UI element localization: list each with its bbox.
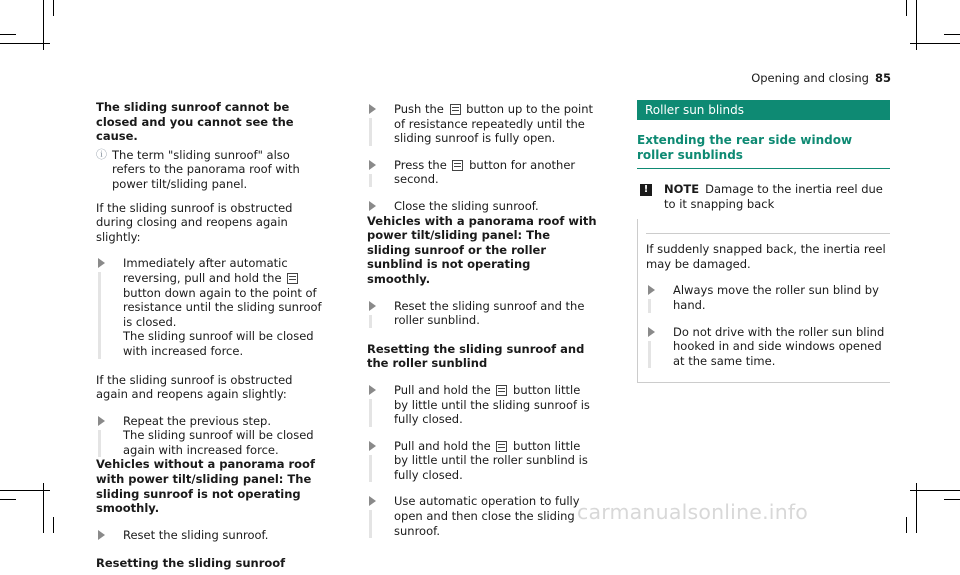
step-text: button down again to the point of resistance until the sliding sunroof is closed. bbox=[123, 285, 322, 329]
step-text: button up to the point of resistance repeatedly until the sliding sunroof is fully open. bbox=[394, 102, 594, 146]
page-header bbox=[751, 71, 891, 86]
crop-mark bbox=[910, 43, 960, 44]
step bbox=[367, 199, 597, 214]
problem-heading: Vehicles with a panorama roof with power tilt/sliding panel: The sliding sunroof or the roller sunblind is not operating smoothly. bbox=[367, 213, 597, 286]
sunroof-button-icon bbox=[450, 104, 461, 115]
crop-mark bbox=[0, 490, 50, 491]
note-box bbox=[637, 219, 890, 383]
step-text: Press the bbox=[394, 157, 447, 172]
step bbox=[646, 283, 890, 312]
info-note bbox=[96, 148, 326, 192]
arrow-icon bbox=[369, 439, 375, 483]
step-text: Reset the sliding sunroof and the roller sunblind. bbox=[394, 298, 585, 328]
note-header bbox=[637, 182, 890, 211]
step bbox=[96, 414, 326, 458]
step-text: Repeat the previous step. bbox=[123, 413, 272, 428]
column-3 bbox=[637, 100, 890, 383]
step bbox=[96, 256, 326, 358]
step-text: Use automatic operation to fully open and then close the sliding sunroof. bbox=[394, 494, 580, 538]
watermark: carmanualsonline.info bbox=[577, 500, 809, 524]
step-result: The sliding sunroof will be closed again with increased force. bbox=[123, 428, 314, 457]
step bbox=[367, 102, 597, 146]
subsection-heading: Extending the rear side window roller sunblinds bbox=[637, 133, 890, 169]
note-text: Damage to the inertia reel due to it snapping back bbox=[664, 182, 883, 211]
arrow-icon bbox=[369, 158, 375, 187]
problem-heading: The sliding sunroof cannot be closed and you cannot see the cause. bbox=[96, 100, 294, 144]
paragraph: If the sliding sunroof is obstructed again and reopens again slightly: bbox=[96, 372, 293, 402]
sunroof-button-icon bbox=[496, 441, 507, 452]
arrow-icon bbox=[369, 494, 375, 538]
crop-mark bbox=[910, 490, 960, 491]
note-paragraph: If suddenly snapped back, the inertia reel may be damaged. bbox=[646, 233, 890, 271]
arrow-icon bbox=[369, 199, 375, 214]
section-name: Opening and closing bbox=[751, 71, 869, 85]
crop-mark bbox=[944, 499, 960, 500]
step-text: Do not drive with the roller sun blind hooked in and side windows opened at the same time. bbox=[673, 324, 885, 368]
arrow-icon bbox=[648, 325, 654, 369]
step-text: Reset the sliding sunroof. bbox=[123, 527, 269, 542]
crop-mark bbox=[906, 0, 907, 16]
page-number: 85 bbox=[874, 71, 891, 85]
step bbox=[367, 299, 597, 328]
step-text: Push the bbox=[394, 102, 444, 116]
arrow-icon bbox=[98, 414, 104, 458]
step-text: button little by little until the sliding sunroof is fully closed. bbox=[394, 382, 590, 427]
sunroof-button-icon bbox=[287, 273, 298, 284]
arrow-icon bbox=[369, 383, 375, 427]
info-icon: ⓘ bbox=[96, 147, 107, 161]
arrow-icon bbox=[369, 102, 375, 146]
arrow-icon bbox=[98, 528, 104, 543]
crop-mark bbox=[906, 517, 907, 533]
section-title: Roller sun blinds bbox=[637, 100, 890, 120]
arrow-icon bbox=[648, 283, 654, 312]
step-text: Close the sliding sunroof. bbox=[394, 198, 539, 213]
column-2 bbox=[367, 100, 597, 538]
crop-mark bbox=[0, 43, 50, 44]
arrow-icon bbox=[369, 299, 375, 328]
step bbox=[367, 439, 597, 483]
crop-mark bbox=[0, 499, 16, 500]
step bbox=[367, 383, 597, 427]
arrow-icon bbox=[98, 256, 104, 358]
crop-mark bbox=[53, 0, 54, 16]
crop-mark bbox=[0, 34, 16, 35]
step-text: button for another second. bbox=[394, 157, 576, 187]
step-text: button little by little until the roller sunblind is fully closed. bbox=[394, 438, 588, 482]
problem-heading: Vehicles without a panorama roof with power tilt/sliding panel: The sliding sunroof is not operating smoothly. bbox=[96, 457, 315, 516]
crop-mark bbox=[944, 34, 960, 35]
step bbox=[96, 528, 326, 543]
warning-icon: ! bbox=[640, 184, 652, 196]
info-text: The term "sliding sunroof" also refers to the panorama roof with power tilt/sliding panel. bbox=[112, 147, 300, 191]
paragraph: If the sliding sunroof is obstructed during closing and reopens again slightly: bbox=[96, 200, 293, 244]
column-1 bbox=[96, 100, 326, 575]
sunroof-button-icon bbox=[452, 160, 463, 171]
crop-mark bbox=[53, 517, 54, 533]
step-text: Pull and hold the bbox=[394, 438, 491, 453]
step-text: Immediately after automatic reversing, pull and hold the bbox=[123, 256, 288, 285]
step bbox=[367, 158, 597, 187]
note-title: NOTE bbox=[664, 182, 700, 196]
step-result: The sliding sunroof will be closed with increased force. bbox=[123, 329, 314, 358]
step-text: Always move the roller sun blind by hand. bbox=[673, 283, 879, 312]
step bbox=[646, 325, 890, 369]
sunroof-button-icon bbox=[496, 385, 507, 396]
step bbox=[367, 494, 597, 538]
step-text: Pull and hold the bbox=[394, 382, 491, 397]
procedure-heading: Resetting the sliding sunroof and the roller sunblind bbox=[367, 341, 585, 371]
procedure-heading: Resetting the sliding sunroof bbox=[96, 556, 286, 571]
